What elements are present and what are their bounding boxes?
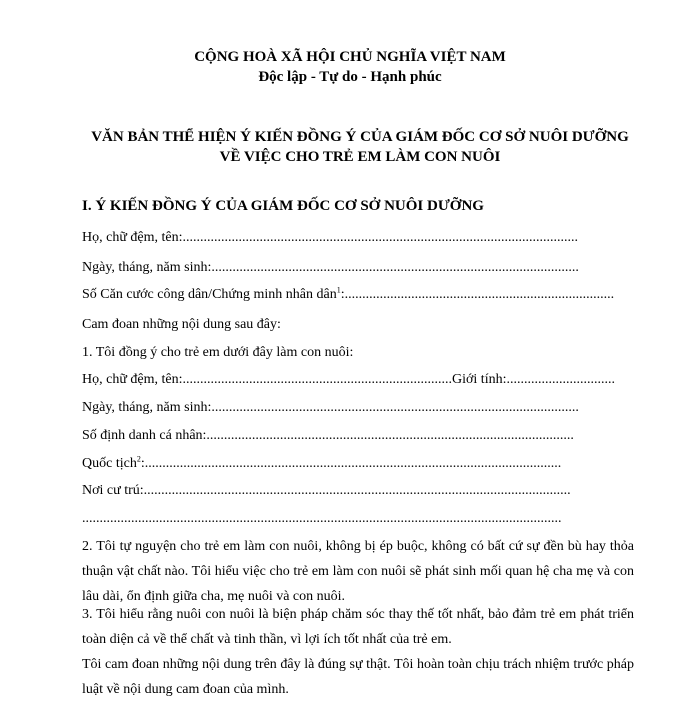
commit-intro: Cam đoan những nội dung sau đây: (82, 317, 281, 332)
id-field-dots: :............................................................................. (340, 287, 615, 302)
name-field: Họ, chữ đệm, tên:................................................................................................................. (82, 230, 579, 245)
continuation-dots: ......................................................................................................................................... (82, 511, 562, 526)
nationality-field (82, 455, 634, 473)
point-3: 3. Tôi hiểu rằng nuôi con nuôi là biện pháp chăm sóc thay thế tốt nhất, bảo đảm trẻ em phát triển toàn diện cả về thể chất và tinh thần, vì lợi ích tốt nhất của trẻ em. (82, 607, 634, 647)
document-title-line1: VĂN BẢN THỂ HIỆN Ý KIẾN ĐỒNG Ý CỦA GIÁM ĐỐC CƠ SỞ NUÔI DƯỠNG (91, 129, 629, 145)
id-field-label: Số Căn cước công dân/Chứng minh nhân dân (82, 287, 337, 302)
motto-header: Độc lập - Tự do - Hạnh phúc (258, 69, 442, 85)
document-title-line2: VỀ VIỆC CHO TRẺ EM LÀM CON NUÔI (219, 149, 501, 165)
point-1: 1. Tôi đồng ý cho trẻ em dưới đây làm con nuôi: (82, 345, 354, 360)
child-id-field: Số định danh cá nhân:......................................................................................................... (82, 428, 574, 443)
country-header: CỘNG HOÀ XÃ HỘI CHỦ NGHĨA VIỆT NAM (194, 49, 506, 65)
footnote-ref-1: 1 (336, 286, 341, 295)
footnote-ref-2: 2 (136, 455, 141, 464)
point-2: 2. Tôi tự nguyện cho trẻ em làm con nuôi, không bị ép buộc, không có bất cứ sự đền bù hay thỏa thuận vật chất nào. Tôi hiểu việc cho trẻ em làm con nuôi sẽ phát sinh mối quan hệ cha mẹ và con lâu dài, ổn định giữa cha, mẹ nuôi và con nuôi. (82, 539, 634, 604)
id-field (82, 286, 634, 304)
residence-field: Nơi cư trú:.......................................................................................................................... (82, 483, 571, 498)
closing-statement: Tôi cam đoan những nội dung trên đây là đúng sự thật. Tôi hoàn toàn chịu trách nhiệm trước pháp luật về nội dung cam đoan của mình. (82, 657, 634, 697)
dob-field: Ngày, tháng, năm sinh:......................................................................................................... (82, 260, 579, 275)
nationality-dots: :....................................................................................................................... (140, 456, 562, 471)
child-dob-field: Ngày, tháng, năm sinh:......................................................................................................... (82, 400, 579, 415)
section-heading: I. Ý KIẾN ĐỒNG Ý CỦA GIÁM ĐỐC CƠ SỞ NUÔI DƯỠNG (82, 198, 484, 214)
nationality-label: Quốc tịch (82, 456, 137, 471)
child-name-field: Họ, chữ đệm, tên:.............................................................................Giới tính:............................... (82, 372, 615, 387)
